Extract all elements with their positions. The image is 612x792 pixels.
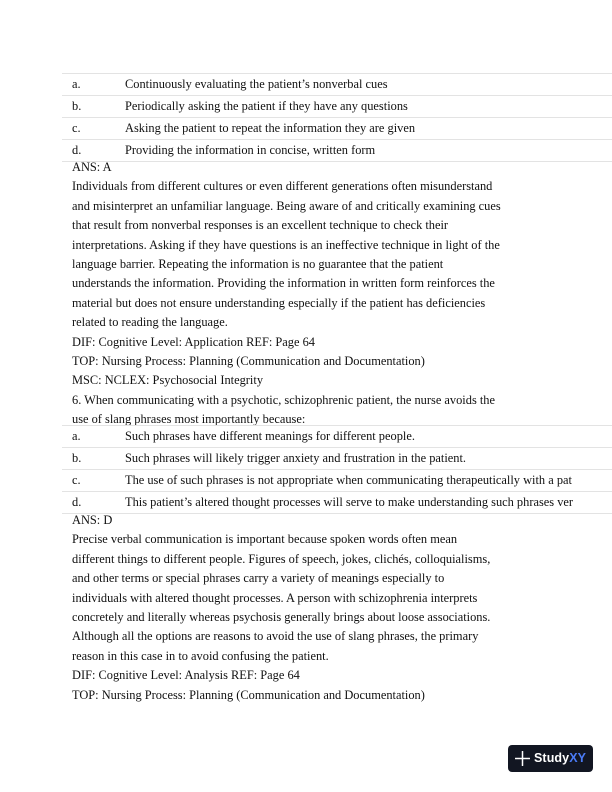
option-letter: d. <box>72 495 82 509</box>
option-row <box>62 425 612 447</box>
option-text: Such phrases will likely trigger anxiety and frustration in the patient. <box>125 451 467 465</box>
option-text: Asking the patient to repeat the information they are given <box>125 121 416 135</box>
rationale-line: Although all the options are reasons to avoid the use of slang phrases, the primary <box>72 629 479 644</box>
option-row <box>62 95 612 117</box>
q5-answer-block <box>72 158 552 430</box>
option-text: Such phrases have different meanings for different people. <box>125 429 415 443</box>
badge-logo-text <box>534 745 586 772</box>
option-row <box>62 447 612 469</box>
rationale-line: concretely and literally whereas psychosis generally brings about loose associations. <box>72 610 491 625</box>
option-letter: c. <box>72 121 81 135</box>
rationale-line: related to reading the language. <box>72 315 228 330</box>
option-row <box>62 469 612 491</box>
rationale-line: that result from nonverbal responses is an excellent technique to check their <box>72 218 449 233</box>
answer-line: ANS: A <box>72 160 112 174</box>
rationale-line: and other terms or special phrases carry a variety of meanings especially to <box>72 571 445 586</box>
rationale-line: language barrier. Repeating the information is no guarantee that the patient <box>72 257 444 272</box>
answer-line: ANS: D <box>72 513 113 527</box>
option-letter: b. <box>72 99 82 113</box>
difficulty-line: DIF: Cognitive Level: Application REF: Page 64 <box>72 334 315 349</box>
rationale-line: material but does not ensure understanding especially if the patient has deficiencies <box>72 295 486 310</box>
rationale-line: understands the information. Providing the information in written form reinforces the <box>72 276 495 291</box>
q6-answer-block <box>72 511 552 705</box>
option-row <box>62 117 612 139</box>
rationale-line: different things to different people. Figures of speech, jokes, clichés, colloquialisms, <box>72 551 491 566</box>
studyxy-badge[interactable] <box>508 745 593 772</box>
question-stem-line: use of slang phrases most importantly because: <box>72 412 306 427</box>
badge-study-text: Study <box>534 751 570 765</box>
option-text: Continuously evaluating the patient’s nonverbal cues <box>125 77 388 91</box>
option-letter: a. <box>72 429 81 443</box>
option-letter: c. <box>72 473 81 487</box>
option-text: This patient’s altered thought processes will serve to make understanding such phrases ver <box>125 495 574 509</box>
rationale-line: interpretations. Asking if they have questions is an ineffective technique in light of the <box>72 237 500 252</box>
option-text: The use of such phrases is not appropriate when communicating therapeutically with a pat <box>125 473 572 487</box>
rationale-line: individuals with altered thought processes. A person with schizophrenia interprets <box>72 590 478 605</box>
plus-sparkle-icon <box>515 751 530 766</box>
rationale-line: reason in this case in to avoid confusing the patient. <box>72 648 329 663</box>
option-text: Providing the information in concise, written form <box>125 143 376 157</box>
badge-xy-text: XY <box>569 751 587 765</box>
option-letter: a. <box>72 77 81 91</box>
options-table-q6 <box>62 425 612 514</box>
topic-line: TOP: Nursing Process: Planning (Communication and Documentation) <box>72 354 425 369</box>
rationale-line: Precise verbal communication is important because spoken words often mean <box>72 532 458 547</box>
option-letter: b. <box>72 451 82 465</box>
question-stem-line: 6. When communicating with a psychotic, schizophrenic patient, the nurse avoids the <box>72 392 496 407</box>
rationale-line: and misinterpret an unfamiliar language. Being aware of and critically examining cues <box>72 198 501 213</box>
msc-line: MSC: NCLEX: Psychosocial Integrity <box>72 373 264 388</box>
option-row <box>62 73 612 95</box>
topic-line: TOP: Nursing Process: Planning (Communication and Documentation) <box>72 687 425 702</box>
option-letter: d. <box>72 143 82 157</box>
rationale-line: Individuals from different cultures or even different generations often misunderstand <box>72 179 493 194</box>
difficulty-line: DIF: Cognitive Level: Analysis REF: Page 64 <box>72 668 300 683</box>
options-table-q5 <box>62 73 612 162</box>
option-text: Periodically asking the patient if they have any questions <box>125 99 408 113</box>
